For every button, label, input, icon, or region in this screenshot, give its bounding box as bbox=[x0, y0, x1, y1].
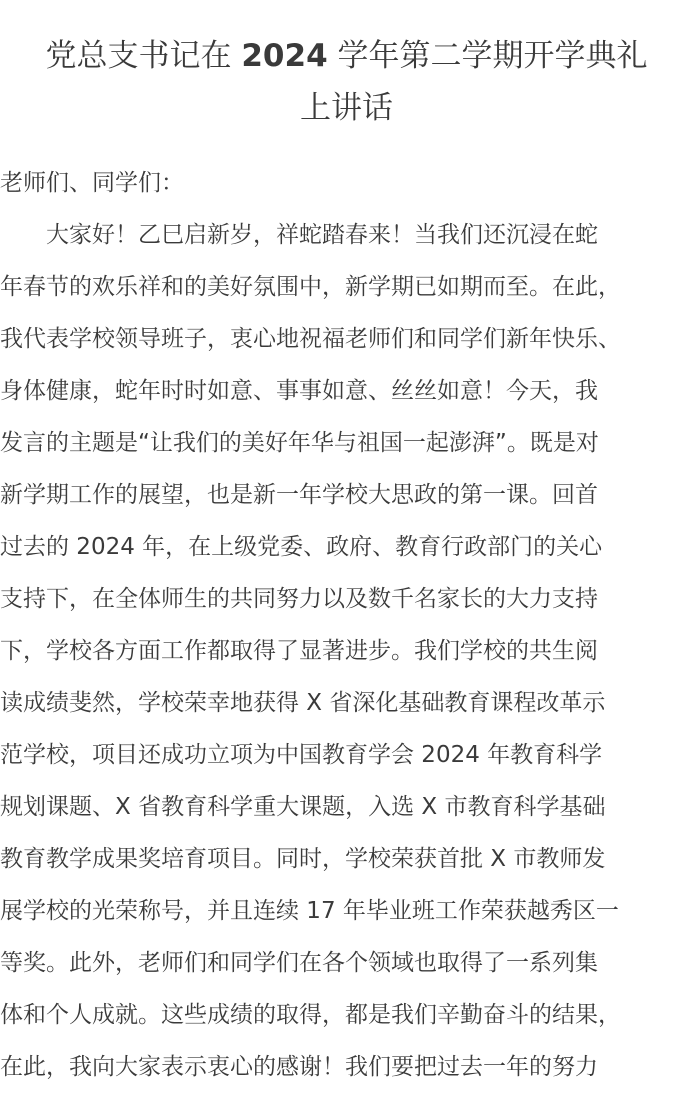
body-line: 等奖。此外，老师们和同学们在各个领域也取得了一系列集 bbox=[0, 950, 598, 976]
title-text-before: 党总支书记在 bbox=[45, 38, 242, 74]
body-line: 过去的 2024 年，在上级党委、政府、教育行政部门的关心 bbox=[0, 534, 603, 560]
body-line: 支持下，在全体师生的共同努力以及数千名家长的大力支持 bbox=[0, 586, 598, 612]
body-line: 教育教学成果奖培育项目。同时，学校荣获首批 X 市教师发 bbox=[0, 846, 606, 872]
body-line: 身体健康，蛇年时时如意、事事如意、丝丝如意！今天，我 bbox=[0, 378, 598, 404]
title-year: 2024 bbox=[241, 38, 328, 74]
title-text-line2: 上讲话 bbox=[300, 90, 393, 126]
body-line: 读成绩斐然，学校荣幸地获得 X 省深化基础教育课程改革示 bbox=[0, 690, 606, 716]
body-line: 范学校，项目还成功立项为中国教育学会 2024 年教育科学 bbox=[0, 742, 603, 768]
body-line: 年春节的欢乐祥和的美好氛围中，新学期已如期而至。在此， bbox=[0, 274, 621, 300]
body-line: 发言的主题是“让我们的美好年华与祖国一起澎湃”。既是对 bbox=[0, 430, 599, 456]
body-line: 规划课题、X 省教育科学重大课题，入选 X 市教育科学基础 bbox=[0, 794, 606, 820]
page-title bbox=[0, 30, 693, 134]
body-line: 体和个人成就。这些成绩的取得，都是我们辛勤奋斗的结果， bbox=[0, 1002, 621, 1028]
body-line: 在此，我向大家表示衷心的感谢！我们要把过去一年的努力 bbox=[0, 1054, 598, 1080]
salutation: 老师们、同学们： bbox=[0, 170, 184, 196]
title-text-after: 学年第二学期开学典礼 bbox=[327, 38, 648, 74]
body-line: 大家好！乙巳启新岁，祥蛇踏春来！当我们还沉浸在蛇 bbox=[0, 222, 598, 248]
body-line: 下，学校各方面工作都取得了显著进步。我们学校的共生阅 bbox=[0, 638, 598, 664]
body-line: 展学校的光荣称号，并且连续 17 年毕业班工作荣获越秀区一 bbox=[0, 898, 619, 924]
body-line: 我代表学校领导班子，衷心地祝福老师们和同学们新年快乐、 bbox=[0, 326, 621, 352]
body-line: 新学期工作的展望，也是新一年学校大思政的第一课。回首 bbox=[0, 482, 598, 508]
